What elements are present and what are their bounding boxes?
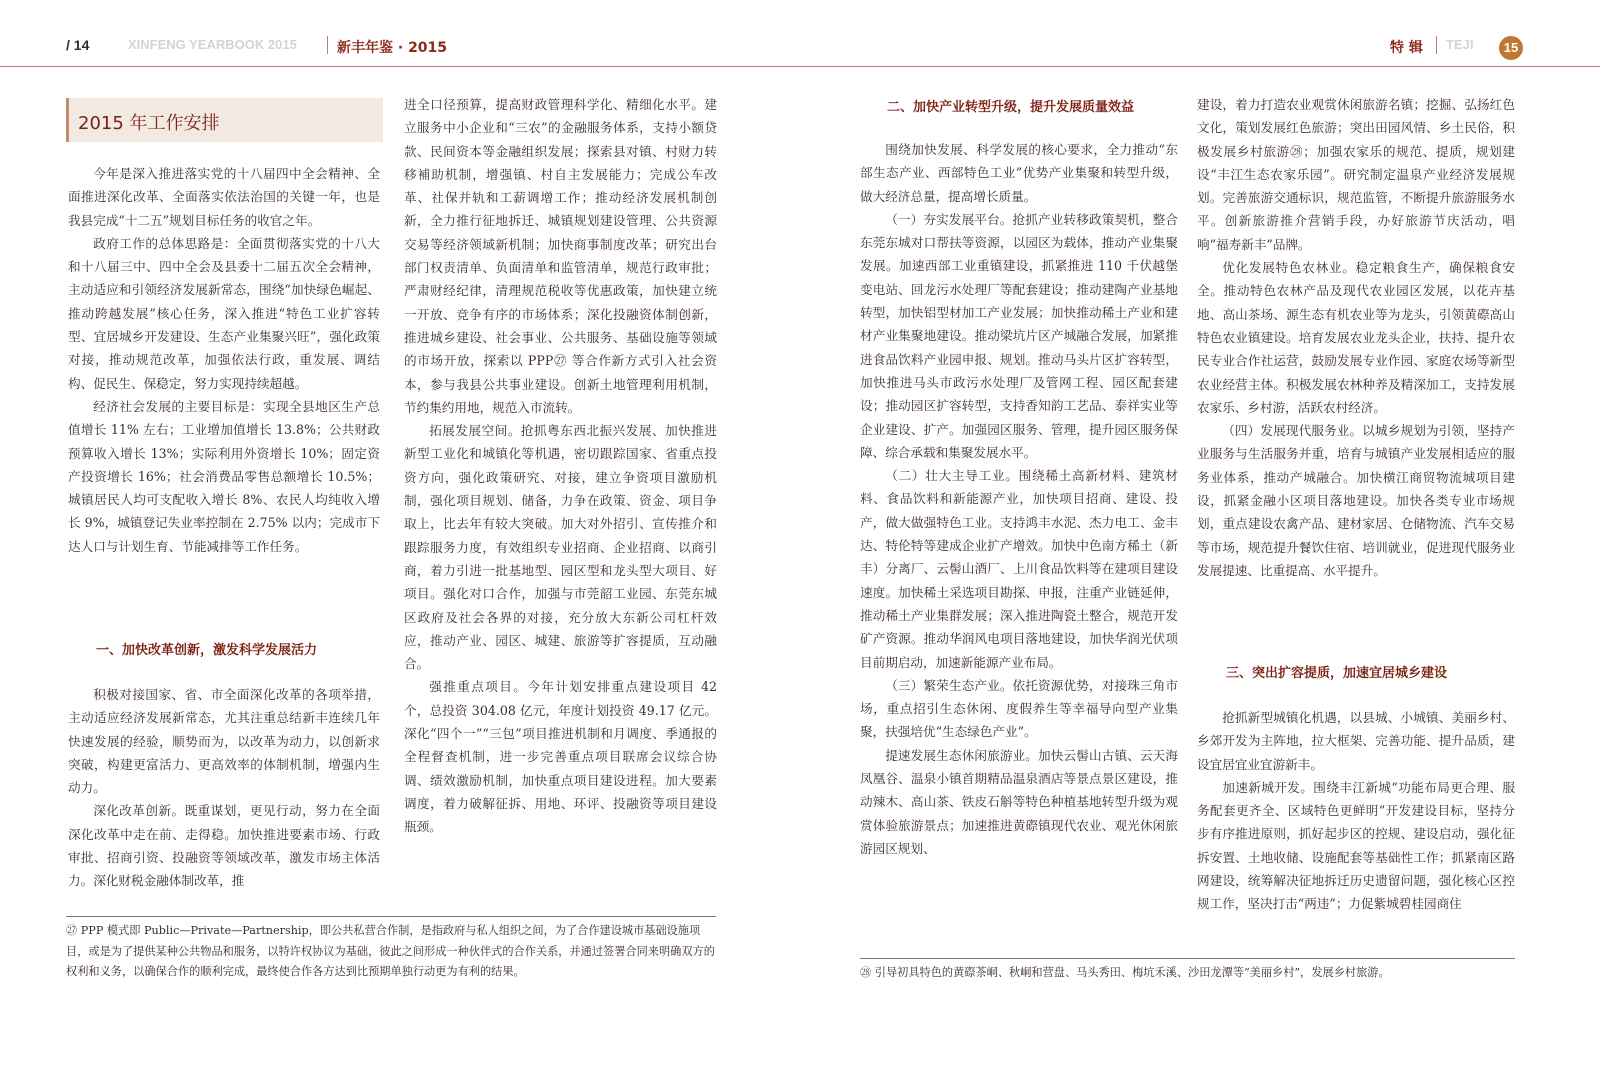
footnote-marker: ㉗ bbox=[66, 924, 78, 937]
left-title-en: XINFENG YEARBOOK 2015 bbox=[128, 37, 297, 52]
column-1-cont bbox=[68, 683, 380, 893]
footnote-text: PPP 模式即 Public—Private—Partnership，即公共私营合作制，是指政府与私人组织之间，为了合作建设城市基础设施项目，或是为了提供某种公共物品和服务，以特许权协议为基础，彼此之间形成一种伙伴式的合作关系，并通过签署合同来明确双方的权利和义务，以确保合作的顺利完成，最终使合作各方达到比预期单独行动更为有利的结果。 bbox=[66, 924, 715, 979]
paragraph: 围绕加快发展、科学发展的核心要求，全力推动“东部生态产业、西部特色工业”优势产业集聚和转型升级，做大经济总量，提高增长质量。 bbox=[860, 142, 1178, 204]
section-heading-1: 一、加快改革创新，激发科学发展活力 bbox=[96, 643, 318, 658]
column-3 bbox=[860, 138, 1178, 860]
header-rule-left bbox=[0, 66, 800, 67]
paragraph: 拓展发展空间。抢抓粤东西北振兴发展、加快推进新型工业化和城镇化等机遇，密切跟踪国家、省重点投资方向，强化政策研究、对接，建立争资项目激励机制，强化项目规划、储备，力争在政策、资金、项目争取上，比去年有较大突破。加大对外招引、宣传推介和跟踪服务力度，有效组织专业招商、企业招商、以商引商，着力引进一批基地型、园区型和龙头型大项目、好项目。强化对口合作，加强与市莞韶工业园、东莞东城区政府及社会各界的对接，充分放大东新公司杠杆效应，推动产业、园区、城建、旅游等扩容提质，互动融合。 bbox=[404, 423, 717, 672]
footnote-rule-left bbox=[66, 916, 716, 917]
column-2 bbox=[404, 93, 717, 839]
header-rule-right bbox=[800, 66, 1600, 67]
paragraph: （四）发展现代服务业。以城乡规划为引领，坚持产业服务与生活服务并重，培育与城镇产业发展相适应的服务业体系，推动产城融合。加快横江商贸物流城项目建设，抓紧金融小区项目落地建设。加快各类专业市场规划，重点建设农禽产品、建材家居、仓储物流、汽车交易等市场，规范提升餐饮住宿、培训就业，促进现代服务业发展提速、比重提高、水平提升。 bbox=[1197, 423, 1515, 578]
column-4-cont bbox=[1197, 706, 1515, 916]
paragraph: 优化发展特色农林业。稳定粮食生产，确保粮食安全。推动特色农林产品及现代农业园区发展，以花卉基地、高山茶场、源生态有机农业等为龙头，引领黄磜高山特色农业镇建设。培育发展农业龙头企业，扶持、提升农民专业合作社运营，鼓励发展专业作园、家庭农场等新型农业经营主体。积极发展农林种养及精深加工，支持发展农家乐、乡村游，活跃农村经济。 bbox=[1197, 260, 1515, 415]
right-page-number: 15 bbox=[1503, 40, 1519, 55]
paragraph: 积极对接国家、省、市全面深化改革的各项举措，主动适应经济发展新常态，尤其注重总结新丰连续几年快速发展的经验，顺势而为，以改革为动力，以创新求突破，构建更富活力、更高效率的体制机制，增强内生动力。 bbox=[68, 687, 380, 796]
paragraph: 经济社会发展的主要目标是：实现全县地区生产总值增长 11% 左右；工业增加值增长 13.8%；公共财政预算收入增长 13%；实际利用外资增长 10%；固定资产投资增长 16%；社会消费品零售总额增长 10.5%；城镇居民人均可支配收入增长 8%、农民人均纯收入增长 9%，城镇登记失业率控制在 2.75% 以内；完成市下达人口与计划生育、节能减排等工作任务。 bbox=[68, 398, 380, 554]
paragraph: 进全口径预算，提高财政管理科学化、精细化水平。建立服务中小企业和“三农”的金融服务体系，支持小额贷款、民间资本等金融组织发展；探索县对镇、村财力转移補助机制，增强镇、村自主发展能力；完成公车改革、社保并轨和工薪调增工作；推动经济发展机制创新，全力推行征地拆迁、城镇规划建设管理、公共资源交易等经济领域新机制；加快商事制度改革；研究出台部门权责清单、负面清单和监管清单，规范行政审批；严肃财经纪律，清理规范税收等优惠政策，加快建立统一开放、竞争有序的市场体系；深化投融资体制创新，推进城乡建设、社会事业、公共服务、基础设施等领域的市场开放，探索以 PPP㉗ 等合作新方式引入社会资本，参与我县公共事业建设。创新土地管理利用机制，节约集约用地，规范入市流转。 bbox=[404, 97, 717, 415]
section-heading-2: 二、加快产业转型升级，提升发展质量效益 bbox=[887, 100, 1135, 115]
paragraph: 深化改革创新。既重谋划，更见行动，努力在全面深化改革中走在前、走得稳。加快推进要素市场、行政审批、招商引资、投融资等领域改革，激发市场主体活力。深化财税金融体制改革，推 bbox=[68, 803, 380, 889]
paragraph: 强推重点项目。今年计划安排重点建设项目 42 个，总投资 304.08 亿元，年度计划投资 49.17 亿元。深化“四个一”“三包”项目推进机制和月调度、季通报的全程督查机制，进一步完善重点项目联席会议综合协调、绩效激励机制，加快重点项目建设进程。加大要素调度，着力破解征拆、用地、环评、投融资等项目建设瓶颈。 bbox=[404, 679, 717, 835]
footnote-28 bbox=[860, 963, 1515, 984]
footnote-rule-right bbox=[860, 958, 1515, 959]
footnote-text: 引导初具特色的黄磜茶峒、秋峒和营盘、马头秀田、梅坑禾溪、沙田龙潭等“美丽乡村”，发展乡村旅游。 bbox=[874, 966, 1390, 979]
paragraph: 建设，着力打造农业观赏休闲旅游名镇；挖掘、弘扬红色文化，策划发展红色旅游；突出田园风情、乡土民俗，积极发展乡村旅游㉘；加强农家乐的规范、提质，规划建设“丰江生态农家乐园”。研究制定温泉产业经济发展规划。完善旅游交通标识，规范监管，不断提升旅游服务水平。创新旅游推介营销手段，办好旅游节庆活动，唱响“福寿新丰”品牌。 bbox=[1197, 97, 1515, 252]
paragraph: 抢抓新型城镇化机遇，以县城、小城镇、美丽乡村、乡郊开发为主阵地，拉大框架、完善功能、提升品质，建设宜居宜业宜游新丰。 bbox=[1197, 710, 1515, 772]
paragraph: 提速发展生态休闲旅游业。加快云髻山古镇、云天海凤凰谷、温泉小镇首期精品温泉酒店等景点景区建设，推动辣木、高山茶、铁皮石斛等特色种植基地转型升级为观赏体验旅游景点；加速推进黄磜镇现代农业、观光休闲旅游园区规划、 bbox=[860, 747, 1178, 856]
paragraph: 今年是深入推进落实党的十八届四中全会精神、全面推进深化改革、全面落实依法治国的关键一年，也是我县完成“十二五”规划目标任务的收官之年。 bbox=[68, 166, 380, 228]
column-4 bbox=[1197, 93, 1515, 582]
right-title-en: TEJI bbox=[1446, 37, 1474, 52]
footnote-marker: ㉘ bbox=[860, 966, 872, 979]
paragraph: 加速新城开发。围绕丰江新城“功能布局更合理、服务配套更齐全、区域特色更鲜明”开发建设目标，坚持分步有序推进原则，抓好起步区的控规、建设启动，强化征拆安置、土地收储、设施配套等基础性工作；抓紧南区路网建设，统筹解决征地拆迁历史遗留问题，强化核心区控规工作，坚决打击“两违”；力促紫城碧桂园商住 bbox=[1197, 779, 1515, 912]
footnote-27 bbox=[66, 921, 716, 983]
column-1 bbox=[68, 162, 380, 558]
header-divider-right bbox=[1436, 36, 1437, 54]
page-number-badge bbox=[1499, 36, 1523, 60]
right-title-cn: 特 辑 bbox=[1390, 40, 1423, 56]
paragraph: 政府工作的总体思路是：全面贯彻落实党的十八大和十八届三中、四中全会及县委十二届五次全会精神，主动适应和引领经济发展新常态，围绕“加快绿色崛起、推动跨越发展”核心任务，深入推进“特色工业扩容转型、宜居城乡开发建设、生态产业集聚兴旺”，强化政策对接，推动规范改革，加强依法行政，重发展、调结构、促民生、保稳定，努力实现持续超越。 bbox=[68, 235, 380, 391]
paragraph: （三）繁荣生态产业。依托资源优势，对接珠三角市场，重点招引生态休闲、度假养生等幸福导向型产业集聚，扶强培优“生态绿色产业”。 bbox=[860, 677, 1178, 740]
header-divider bbox=[327, 36, 328, 54]
page-title: 2015 年工作安排 bbox=[78, 113, 220, 134]
left-page-number: / 14 bbox=[66, 37, 90, 53]
paragraph: （一）夯实发展平台。抢抓产业转移政策契机，整合东莞东城对口帮扶等资源，以园区为载体，推动产业集聚发展。加速西部工业重镇建设，抓紧推进 110 千伏越堡变电站、回龙污水处理厂等配套建设；推动建陶产业基地转型，加快铝型材加工产业发展；加快推动稀土产业和建材产业集聚地建设。推动梁坑片区产城融合发展，加紧推进食品饮料产业园申报、规划。推动马头片区扩容转型，加快推进马头市政污水处理厂及管网工程、园区配套建设；推动园区扩容转型，支持香知韵工艺品、泰祥实业等企业建设、扩产。加强园区服务、管理，提升园区服务保障、综合承载和集聚发展水平。 bbox=[860, 211, 1178, 460]
left-title-cn: 新丰年鉴 · 2015 bbox=[337, 40, 448, 56]
paragraph: （二）壮大主导工业。围绕稀土高新材料、建筑材料、食品饮料和新能源产业，加快项目招商、建设、投产，做大做强特色工业。支持鸿丰水泥、杰力电工、金丰达、特伦特等建成企业扩产增效。加快中色南方稀土（新丰）分离厂、云髻山酒厂、上川食品饮料等在建项目建设速度。加快稀土采选项目勘探、申报，注重产业链延伸，推动稀土产业集群发展；深入推进陶瓷土整合，规范开发矿产资源。推动华润风电项目落地建设，加快华润光伏项目前期启动，加速新能源产业布局。 bbox=[860, 468, 1178, 670]
section-heading-3: 三、突出扩容提质，加速宜居城乡建设 bbox=[1226, 666, 1448, 681]
